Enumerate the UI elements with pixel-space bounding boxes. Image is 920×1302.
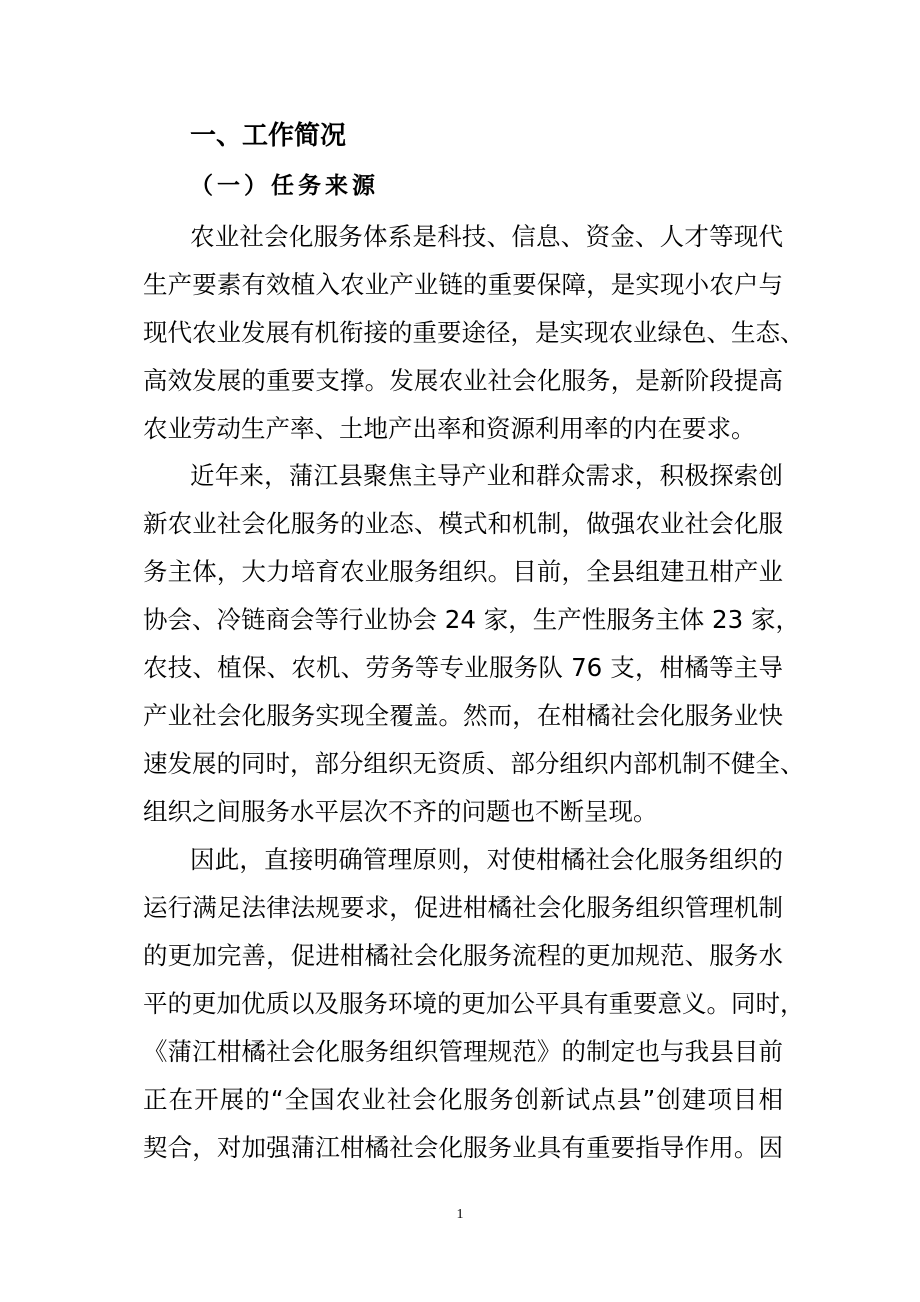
paragraph-3	[143, 836, 805, 1172]
paragraph-line: 农技、植保、农机、劳务等专业服务队 76 支，柑橘等主导	[143, 653, 783, 682]
paragraph-line: 运行满足法律法规要求，促进柑橘社会化服务组织管理机制	[143, 893, 783, 922]
section-heading: 一、工作简况	[190, 121, 347, 151]
paragraph-line: 因此，直接明确管理原则，对使柑橘社会化服务组织的	[190, 845, 783, 874]
paragraph-line: 速发展的同时，部分组织无资质、部分组织内部机制不健全、	[143, 749, 805, 778]
paragraph-line: 农业劳动生产率、土地产出率和资源利用率的内在要求。	[143, 414, 756, 443]
paragraph-line: 高效发展的重要支撑。发展农业社会化服务，是新阶段提高	[143, 366, 783, 395]
paragraph-line: 新农业社会化服务的业态、模式和机制，做强农业社会化服	[143, 509, 783, 538]
paragraph-line: 产业社会化服务实现全覆盖。然而，在柑橘社会化服务业快	[143, 701, 783, 730]
paragraph-line: 农业社会化服务体系是科技、信息、资金、人才等现代	[190, 222, 783, 251]
paragraph-line: 契合，对加强蒲江柑橘社会化服务业具有重要指导作用。因	[143, 1133, 783, 1162]
paragraph-line: 《蒲江柑橘社会化服务组织管理规范》的制定也与我县目前	[143, 1037, 783, 1066]
paragraph-line: 的更加完善，促进柑橘社会化服务流程的更加规范、服务水	[143, 941, 783, 970]
paragraph-line: 务主体，大力培育农业服务组织。目前，全县组建丑柑产业	[143, 557, 783, 586]
subsection-heading: （一）任务来源	[190, 173, 379, 199]
paragraph-line: 近年来，蒲江县聚焦主导产业和群众需求，积极探索创	[190, 461, 783, 490]
paragraph-1	[143, 213, 805, 453]
paragraph-line: 协会、冷链商会等行业协会 24 家，生产性服务主体 23 家，	[143, 605, 800, 634]
paragraph-2	[143, 452, 805, 836]
paragraph-line: 正在开展的“全国农业社会化服务创新试点县”创建项目相	[143, 1085, 783, 1114]
paragraph-line: 生产要素有效植入农业产业链的重要保障，是实现小农户与	[143, 270, 783, 299]
paragraph-line: 现代农业发展有机衔接的重要途径，是实现农业绿色、生态、	[143, 318, 805, 347]
paragraph-line: 平的更加优质以及服务环境的更加公平具有重要意义。同时，	[143, 989, 805, 1018]
paragraph-line: 组织之间服务水平层次不齐的问题也不断呈现。	[143, 797, 658, 826]
page-number: 1	[456, 1207, 464, 1222]
